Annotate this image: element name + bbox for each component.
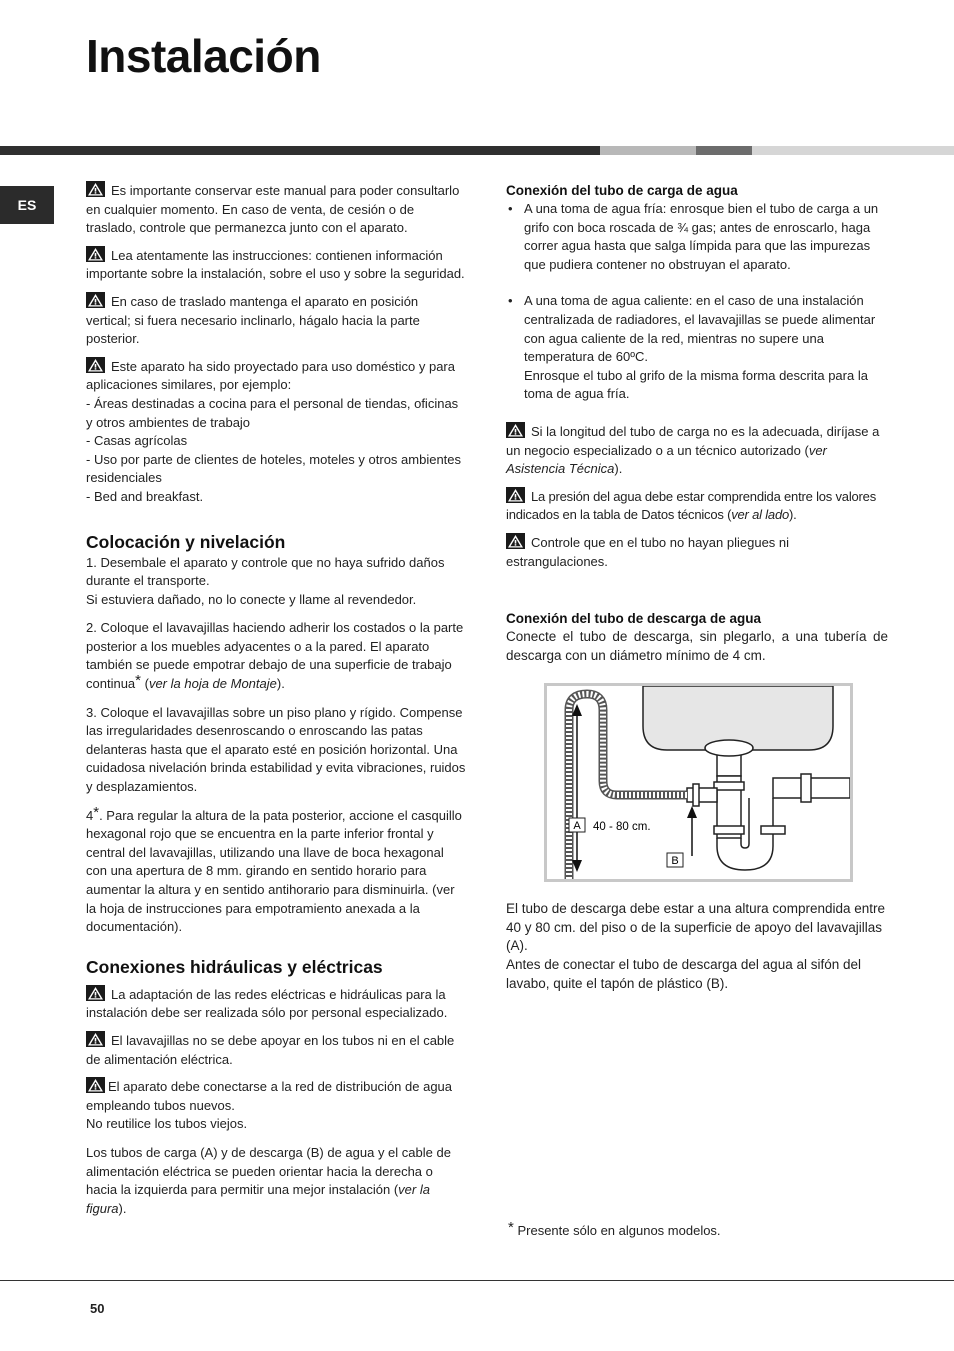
- figure-label-a: A: [573, 820, 581, 833]
- warning-paragraph: El aparato debe conectarse a la red de distribución de agua empleando tubos nuevos.: [86, 1079, 453, 1113]
- warning-icon: [86, 292, 105, 308]
- usage-paragraph: Este aparato ha sido proyectado para uso doméstico y para aplicaciones similares, por ejemplo:: [86, 358, 455, 393]
- warning-icon: [86, 357, 105, 373]
- warning-paragraph: El lavavajillas no se debe apoyar en los tubos ni en el cable de alimentación eléctrica.: [86, 1032, 455, 1067]
- left-column: [86, 181, 466, 1218]
- step-4: 4*. Para regular la altura de la pata posterior, accione el casquillo hexagonal rojo que se encuentra en la parte inferior frontal y central del lavavajillas, utilizando una llave de boca hexagonal con una apertura de 8 mm. girando en sentido horario para aumentar la altura y en sentido antihorario para disminuirla. (ver la hoja de instrucciones para empotramiento anexada a la documentación).: [86, 803, 462, 935]
- section-heading-drain: Conexión del tubo de descarga de agua: [506, 611, 762, 627]
- warning-icon: [506, 533, 525, 549]
- warning-paragraph: Si la longitud del tubo de carga no es la adecuada, diríjase a un negocio especializado o a un técnico autorizado (ver Asistencia Técnica).: [506, 423, 880, 477]
- header-rule-mid: [696, 146, 752, 155]
- reference-link: ver la hoja de Montaje: [148, 676, 277, 692]
- warning-paragraph: Es importante conservar este manual para poder consultarlo en cualquier momento. En caso de venta, de cesión o de traslado, controle que permanezca junto con el aparato.: [86, 183, 460, 236]
- footer-rule: [0, 1280, 954, 1281]
- section-heading-inlet: Conexión del tubo de carga de agua: [506, 183, 738, 198]
- step-3: 3. Coloque el lavavajillas sobre un piso plano y rígido. Compense las irregularidades desenroscando o enroscando las patas delanteras hasta que el aparato esté en posición horizontal. Una cuidadosa nivelación brinda estabilidad y evita vibraciones, ruidos y desplazamientos.: [86, 704, 466, 795]
- step-2: 2. Coloque el lavavajillas haciendo adherir los costados o la parte posterior a los muebles adyacentes o a la pared. El aparato también se puede empotrar debajo de una superficie de trabajo continua* (ver la hoja de Montaje).: [86, 620, 464, 692]
- page-title: Instalación: [86, 30, 321, 82]
- usage-item: - Bed and breakfast.: [86, 488, 204, 504]
- section-heading-connections: Conexiones hidráulicas y eléctricas: [86, 956, 383, 977]
- reference-link: ver al lado: [731, 507, 789, 523]
- asterisk-mark: *: [93, 803, 100, 821]
- warning-paragraph: Lea atentamente las instrucciones: contienen información importante sobre la instalación, sobre el uso y sobre la seguridad.: [86, 247, 465, 282]
- warning-paragraph: Controle que en el tubo no hayan pliegues ni estrangulaciones.: [506, 534, 790, 569]
- drain-intro: Conecte el tubo de descarga, sin plegarlo, a una tubería de descarga con un diámetro mínimo de 4 cm.: [506, 629, 888, 663]
- usage-item: - Casas agrícolas: [86, 433, 188, 449]
- header-rule-pale: [752, 146, 954, 155]
- usage-item: - Áreas destinadas a cocina para el personal de tiendas, oficinas y otros ambientes de trabajo: [86, 395, 459, 430]
- language-tab: ES: [0, 186, 54, 224]
- inlet-list: [506, 200, 888, 404]
- warning-paragraph: La presión del agua debe estar comprendida entre los valores indicados en la tabla de Datos técnicos (ver al lado).: [506, 488, 877, 523]
- warning-paragraph: En caso de traslado mantenga el aparato en posición vertical; si fuera necesario inclinarlo, hágalo hacia la parte posterior.: [86, 293, 420, 347]
- warning-icon: [506, 422, 525, 438]
- usage-item: - Uso por parte de clientes de hoteles, moteles y otros ambientes residenciales: [86, 451, 462, 486]
- warning-icon: [86, 1031, 105, 1047]
- header-rule-light: [600, 146, 696, 155]
- list-item: • A una toma de agua caliente: en el caso de una instalación centralizada de radiadores, el lavavajillas se puede alimentar con agua caliente de la red, mientras no supere una temperatura de 60ºC. Enrosque el tubo al grifo de la misma forma descrita para la toma de agua fría.: [506, 292, 888, 404]
- warning-paragraph: La adaptación de las redes eléctricas e hidráulicas para la instalación debe ser realizada sólo por personal especializado.: [86, 986, 448, 1021]
- step-1: 1. Desembale el aparato y controle que no haya sufrido daños durante el transporte.: [86, 554, 445, 589]
- orientation-paragraph: Los tubos de carga (A) y de descarga (B) de agua y el cable de alimentación eléctrica se pueden orientar hacia la derecha o hacia la izquierda para permitir una mejor instalación (ver la figura).: [86, 1144, 451, 1216]
- step-1-note: Si estuviera dañado, no lo conecte y llame al revendedor.: [86, 591, 417, 607]
- figure-range-label: 40 - 80 cm.: [593, 821, 651, 834]
- page-number: 50: [90, 1301, 105, 1316]
- drain-hose-figure: [544, 683, 853, 882]
- warning-note: No reutilice los tubos viejos.: [86, 1116, 248, 1132]
- reference-link: ver Asistencia Técnica: [506, 442, 827, 477]
- asterisk-mark: *: [508, 1219, 514, 1236]
- warning-icon: [506, 487, 525, 503]
- warning-icon: [86, 1077, 105, 1093]
- header-rule-dark: [0, 146, 600, 155]
- footnote: * Presente sólo en algunos modelos.: [508, 1219, 721, 1238]
- warning-icon: [86, 181, 105, 197]
- asterisk-mark: *: [135, 672, 141, 690]
- figure-label-b: B: [671, 855, 679, 868]
- reference-link: ver la figura: [86, 1182, 430, 1216]
- drain-plug-text: Antes de conectar el tubo de descarga del agua al sifón del lavabo, quite el tapón de plástico (B).: [506, 957, 861, 991]
- list-item: • A una toma de agua fría: enrosque bien el tubo de carga a un grifo con boca roscada de ¾ gas; antes de enroscarlo, haga correr agua hasta que salga límpida para que las impurezas que pudiera contener no obstruyan el aparato.: [506, 200, 888, 274]
- right-column: [506, 181, 888, 993]
- drain-height-text: El tubo de descarga debe estar a una altura comprendida entre 40 y 80 cm. del piso o de la superficie de apoyo del lavavajillas (A).: [506, 901, 886, 954]
- section-heading-placement: Colocación y nivelación: [86, 531, 286, 552]
- warning-icon: [86, 246, 105, 262]
- warning-icon: [86, 985, 105, 1001]
